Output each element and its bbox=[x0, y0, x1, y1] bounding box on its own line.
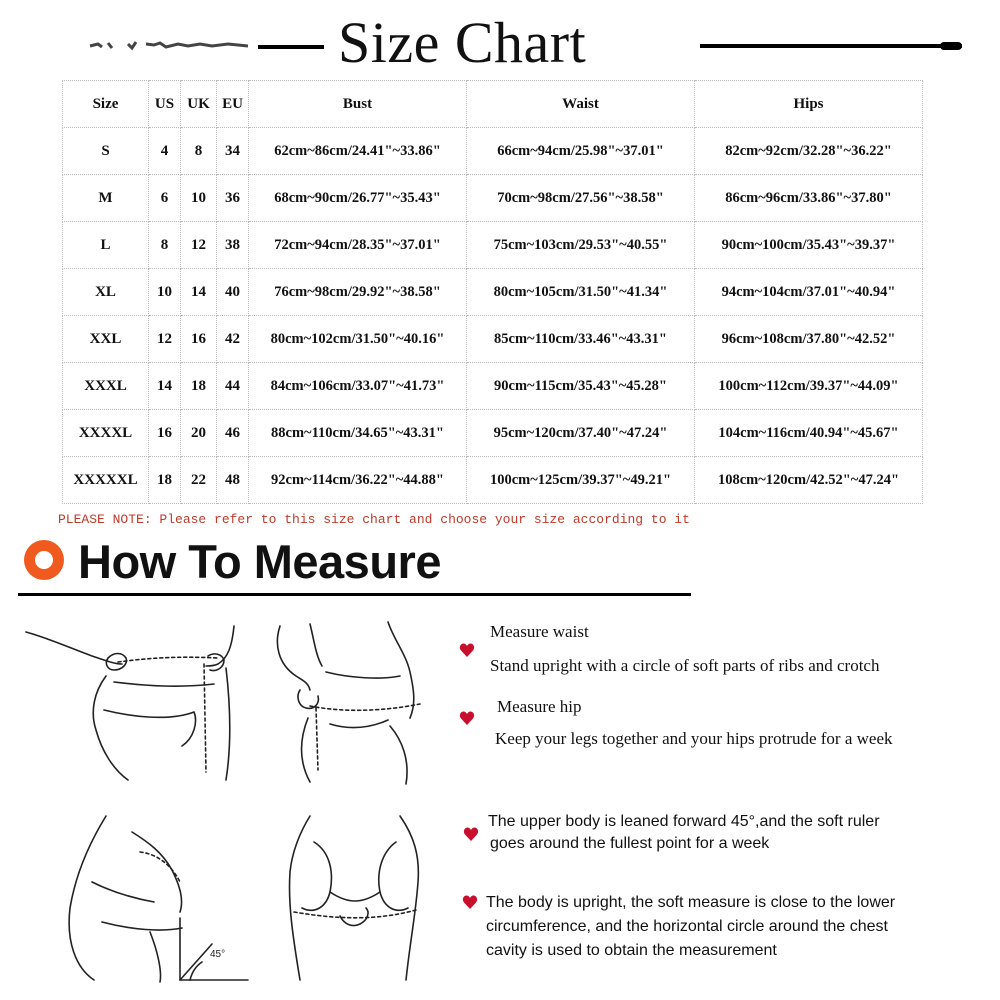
table-cell: 80cm~102cm/31.50"~40.16" bbox=[249, 316, 467, 363]
table-cell: 100cm~125cm/39.37"~49.21" bbox=[467, 457, 695, 504]
table-cell: 92cm~114cm/36.22"~44.88" bbox=[249, 457, 467, 504]
circle-badge-icon bbox=[24, 540, 64, 580]
step-4-line-3: cavity is used to obtain the measurement bbox=[486, 942, 777, 959]
title-rule-right bbox=[700, 44, 962, 48]
table-cell: 108cm~120cm/42.52"~47.24" bbox=[695, 457, 923, 504]
column-header: Hips bbox=[695, 81, 923, 128]
heart-icon bbox=[459, 710, 475, 726]
table-row bbox=[63, 269, 923, 316]
title-rule-cap bbox=[940, 42, 962, 50]
table-cell: 10 bbox=[149, 269, 181, 316]
bust-forward-illustration bbox=[62, 812, 252, 984]
table-row bbox=[63, 363, 923, 410]
size-note: PLEASE NOTE: Please refer to this size chart and choose your size according to it bbox=[58, 512, 690, 527]
table-cell: 6 bbox=[149, 175, 181, 222]
table-cell: 94cm~104cm/37.01"~40.94" bbox=[695, 269, 923, 316]
section-rule bbox=[18, 593, 691, 596]
hip-illustration bbox=[270, 620, 430, 785]
table-cell: 14 bbox=[149, 363, 181, 410]
title-rule-left bbox=[258, 45, 324, 49]
step-3-line-2: goes around the fullest point for a week bbox=[490, 835, 770, 852]
heart-icon bbox=[462, 894, 478, 910]
bust-upright-illustration bbox=[270, 812, 440, 982]
column-header: UK bbox=[181, 81, 217, 128]
table-cell: 70cm~98cm/27.56"~38.58" bbox=[467, 175, 695, 222]
table-cell: 44 bbox=[217, 363, 249, 410]
table-cell: 18 bbox=[181, 363, 217, 410]
table-cell: 40 bbox=[217, 269, 249, 316]
table-cell: 10 bbox=[181, 175, 217, 222]
table-cell: 38 bbox=[217, 222, 249, 269]
table-cell: 34 bbox=[217, 128, 249, 175]
table-cell: 90cm~100cm/35.43"~39.37" bbox=[695, 222, 923, 269]
step-1-title: Measure waist bbox=[490, 622, 589, 641]
step-4-line-2: circumference, and the horizontal circle around the chest bbox=[486, 918, 888, 935]
waist-illustration bbox=[18, 612, 240, 782]
heart-icon bbox=[463, 826, 479, 842]
table-cell: 20 bbox=[181, 410, 217, 457]
table-cell: 86cm~96cm/33.86"~37.80" bbox=[695, 175, 923, 222]
column-header: Size bbox=[63, 81, 149, 128]
table-cell: 12 bbox=[149, 316, 181, 363]
table-cell: 18 bbox=[149, 457, 181, 504]
page-title: Size Chart bbox=[338, 10, 587, 75]
table-row bbox=[63, 316, 923, 363]
table-cell: 22 bbox=[181, 457, 217, 504]
table-cell: 14 bbox=[181, 269, 217, 316]
step-2-title: Measure hip bbox=[497, 697, 582, 716]
table-cell: 90cm~115cm/35.43"~45.28" bbox=[467, 363, 695, 410]
table-cell: 82cm~92cm/32.28"~36.22" bbox=[695, 128, 923, 175]
table-cell: 68cm~90cm/26.77"~35.43" bbox=[249, 175, 467, 222]
table-cell: L bbox=[63, 222, 149, 269]
table-cell: 62cm~86cm/24.41"~33.86" bbox=[249, 128, 467, 175]
table-row bbox=[63, 128, 923, 175]
table-cell: 76cm~98cm/29.92"~38.58" bbox=[249, 269, 467, 316]
column-header: EU bbox=[217, 81, 249, 128]
heart-icon bbox=[459, 642, 475, 658]
table-cell: 96cm~108cm/37.80"~42.52" bbox=[695, 316, 923, 363]
table-cell: 88cm~110cm/34.65"~43.31" bbox=[249, 410, 467, 457]
step-1-desc: Stand upright with a circle of soft parts of ribs and crotch bbox=[490, 656, 880, 675]
table-cell: 16 bbox=[181, 316, 217, 363]
table-cell: 4 bbox=[149, 128, 181, 175]
step-4-line-1: The body is upright, the soft measure is close to the lower bbox=[486, 894, 896, 911]
column-header: Bust bbox=[249, 81, 467, 128]
table-cell: 48 bbox=[217, 457, 249, 504]
table-cell: 36 bbox=[217, 175, 249, 222]
angle-label: 45° bbox=[210, 949, 226, 960]
table-header-row bbox=[63, 81, 923, 128]
table-row bbox=[63, 175, 923, 222]
table-cell: 84cm~106cm/33.07"~41.73" bbox=[249, 363, 467, 410]
table-cell: XL bbox=[63, 269, 149, 316]
table-cell: 12 bbox=[181, 222, 217, 269]
table-cell: 42 bbox=[217, 316, 249, 363]
table-cell: S bbox=[63, 128, 149, 175]
column-header: Waist bbox=[467, 81, 695, 128]
table-row bbox=[63, 457, 923, 504]
table-cell: 16 bbox=[149, 410, 181, 457]
table-cell: 100cm~112cm/39.37"~44.09" bbox=[695, 363, 923, 410]
table-cell: XXXL bbox=[63, 363, 149, 410]
table-cell: XXXXL bbox=[63, 410, 149, 457]
size-chart-table bbox=[62, 80, 923, 504]
table-row bbox=[63, 222, 923, 269]
table-row bbox=[63, 410, 923, 457]
table-cell: 85cm~110cm/33.46"~43.31" bbox=[467, 316, 695, 363]
table-cell: XXL bbox=[63, 316, 149, 363]
table-cell: 66cm~94cm/25.98"~37.01" bbox=[467, 128, 695, 175]
step-2-desc: Keep your legs together and your hips protrude for a week bbox=[495, 729, 893, 748]
table-cell: 8 bbox=[181, 128, 217, 175]
table-cell: M bbox=[63, 175, 149, 222]
table-cell: 8 bbox=[149, 222, 181, 269]
table-cell: 104cm~116cm/40.94"~45.67" bbox=[695, 410, 923, 457]
brand-logo-scribble bbox=[88, 38, 258, 52]
table-cell: 75cm~103cm/29.53"~40.55" bbox=[467, 222, 695, 269]
section-title: How To Measure bbox=[78, 535, 441, 588]
table-cell: XXXXXL bbox=[63, 457, 149, 504]
table-cell: 46 bbox=[217, 410, 249, 457]
table-cell: 80cm~105cm/31.50"~41.34" bbox=[467, 269, 695, 316]
table-cell: 95cm~120cm/37.40"~47.24" bbox=[467, 410, 695, 457]
table-cell: 72cm~94cm/28.35"~37.01" bbox=[249, 222, 467, 269]
step-3-line-1: The upper body is leaned forward 45°,and the soft ruler bbox=[488, 813, 880, 830]
column-header: US bbox=[149, 81, 181, 128]
